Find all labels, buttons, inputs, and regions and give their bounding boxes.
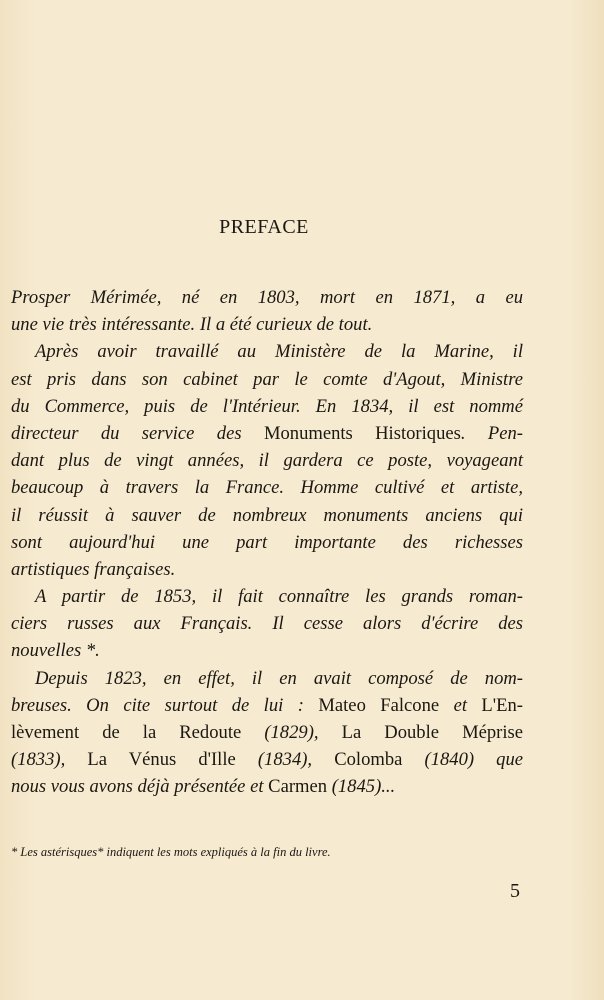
page-title: PREFACE <box>219 216 309 238</box>
text-line: A partir de 1853, il fait connaître les grands roman- <box>35 586 523 608</box>
page-number: 5 <box>510 880 520 902</box>
upright-title: Monuments Historiques <box>263 422 461 444</box>
text-line: beaucoup à travers la France. Homme cultivé et artiste, <box>11 477 523 499</box>
text-line: du Commerce, puis de l'Intérieur. En 1834, il est nommé <box>11 395 523 417</box>
text-line: breuses. On cite surtout de lui : Mateo Falcone et L'En- <box>11 694 523 716</box>
upright-title: Carmen <box>268 776 328 798</box>
text-line: Depuis 1823, en effet, il en avait composé de nom- <box>35 667 523 689</box>
upright-title: La Vénus d'Ille <box>87 749 236 771</box>
text-line: directeur du service des Monuments Historiques. Pen- <box>11 422 523 444</box>
text-line: nouvelles *. <box>11 640 100 662</box>
text-line: (1833), La Vénus d'Ille (1834), Colomba (1840) que <box>11 749 524 771</box>
text-line: il réussit à sauver de nombreux monuments anciens qui <box>11 504 523 526</box>
text-line: lèvement de la Redoute (1829), La Double Méprise <box>11 722 523 743</box>
text-line: artistiques françaises. <box>11 558 176 580</box>
preface-body <box>11 284 523 801</box>
text-line: une vie très intéressante. Il a été curieux de tout. <box>11 314 373 336</box>
text-line: dant plus de vingt années, il gardera ce poste, voyageant <box>11 450 523 472</box>
upright-title: La Double Méprise <box>341 722 523 743</box>
footnote: * Les astérisques* indiquent les mots expliqués à la fin du livre. <box>11 845 331 859</box>
upright-title: lèvement de la Redoute <box>11 722 242 743</box>
upright-title: L'En- <box>481 694 523 716</box>
text-line: est pris dans son cabinet par le comte d'Agout, Ministre <box>11 368 523 390</box>
upright-title: Mateo Falcone <box>318 694 440 716</box>
text-line: ciers russes aux Français. Il cesse alors d'écrire des <box>11 613 523 635</box>
text-line: sont aujourd'hui une part importante des richesses <box>11 531 523 553</box>
text-line: Après avoir travaillé au Ministère de la Marine, il <box>35 341 523 363</box>
text-line: Prosper Mérimée, né en 1803, mort en 1871, a eu <box>11 287 523 308</box>
upright-title: Colomba <box>334 749 403 771</box>
text-line: nous vous avons déjà présentée et Carmen (1845)... <box>11 776 396 798</box>
